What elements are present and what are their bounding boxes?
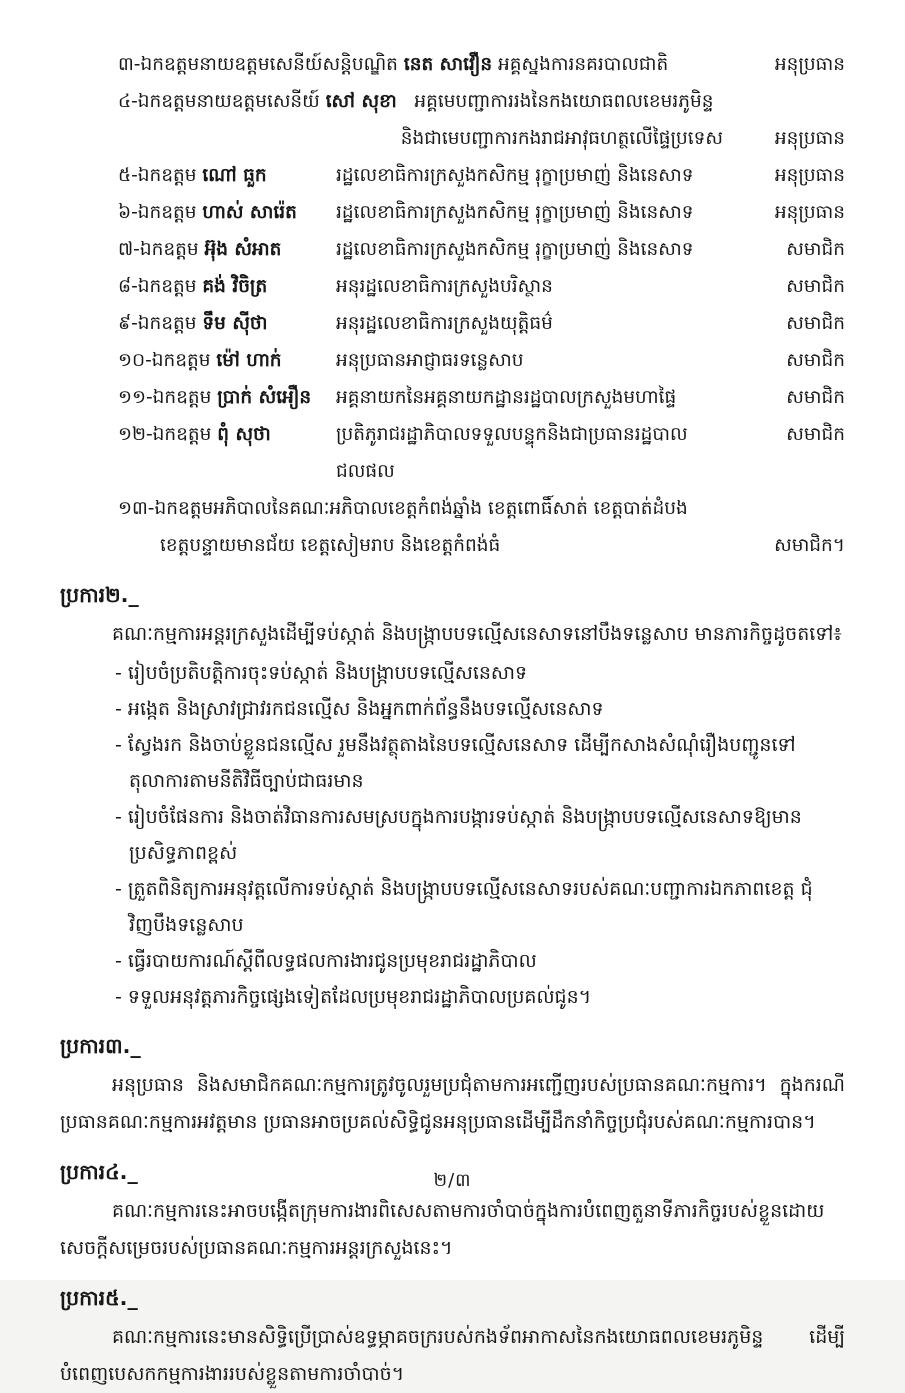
member-row-4 <box>118 83 845 157</box>
member-status: សមាជិក <box>786 350 845 371</box>
member-role: ប្រតិភូរាជរដ្ឋាភិបាលទទួលបន្ទុកនិងជាប្រធានរដ្ឋបាលជលផល <box>336 424 688 482</box>
member-row-11 <box>118 379 845 416</box>
member-name: ពុំ សុថា <box>217 424 271 445</box>
member-number-title: ១០-ឯកឧត្តម <box>118 350 211 371</box>
member-status: សមាជិក។ <box>774 535 845 556</box>
member-role: អនុរដ្ឋលេខាធិការក្រសួងបរិស្ថាន <box>336 276 553 297</box>
member-role: រដ្ឋលេខាធិការក្រសួងកសិកម្ម រុក្ខាប្រមាញ់ និងនេសាទ <box>336 239 694 260</box>
member-id <box>118 305 336 342</box>
member-row-6 <box>118 194 845 231</box>
bullet-item: - ត្រួតពិនិត្យការអនុវត្តលើការទប់ស្កាត់ និងបង្ក្រាបបទល្មើសនេសាទរបស់គណៈបញ្ជាការឯកភាពខេត្ត ជុំវិញបឹងទន្លេសាប <box>115 878 813 936</box>
article-5-heading: ប្រការ៥._ <box>60 1286 138 1310</box>
member-number-title: ៨-ឯកឧត្តម <box>118 276 197 297</box>
member-name: ទឹម ស៊ីថា <box>202 313 268 334</box>
member-status: សមាជិក <box>786 387 845 408</box>
member-name: គង់ វិចិត្រ <box>202 276 268 297</box>
member-id <box>118 342 336 379</box>
member-role: អគ្គនាយកនៃអគ្គនាយកដ្ឋានរដ្ឋបាលក្រសួងមហាផ្ទៃ <box>336 387 677 408</box>
member-number-title: ៥-ឯកឧត្តម <box>118 165 197 186</box>
member-status: អនុប្រធាន <box>774 165 845 186</box>
article-3-body: អនុប្រធាន និងសមាជិកគណៈកម្មការត្រូវចូលរួមប្រជុំតាមការអញ្ជើញរបស់ប្រធានគណៈកម្មការ។ ក្នុងករណីប្រធានគណៈកម្មការអវត្តមាន ប្រធានអាចប្រគល់សិទ្ធិជូនអនុប្រធានដើម្បីដឹកនាំកិច្ចប្រជុំរបស់គណៈកម្មការបាន។ <box>60 1074 845 1133</box>
member-name: ណៅ ធួក <box>202 165 267 186</box>
member-number-title: ៩-ឯកឧត្តម <box>118 313 197 334</box>
member-row-9 <box>118 305 845 342</box>
member-role: អគ្គស្នងការនគរបាលជាតិ <box>498 54 669 75</box>
member-id <box>118 416 336 453</box>
member-role-continuation <box>118 527 845 564</box>
member-role: អនុប្រធានអាជ្ញាធរទន្លេសាប <box>336 350 524 371</box>
article-3 <box>60 1025 845 1141</box>
bullet-item: - ធ្វើរបាយការណ៍ស្តីពីលទ្ធផលការងារជូនប្រមុខរាជរដ្ឋាភិបាល <box>115 950 537 972</box>
member-role-continuation <box>118 120 845 157</box>
member-number-title: ៧-ឯកឧត្តម <box>118 239 199 260</box>
member-name: ប្រាក់ សំអឿន <box>217 387 312 408</box>
member-status: សមាជិក <box>786 313 845 334</box>
member-entry <box>118 46 749 83</box>
member-row-10 <box>118 342 845 379</box>
article-2-intro: គណៈកម្មការអន្តរក្រសួងដើម្បីទប់ស្កាត់ និងបង្ក្រាបបទល្មើសនេសាទនៅបឹងទន្លេសាប មានភារកិច្ចដូចតទៅ៖ <box>112 623 842 645</box>
member-number-title: ៦-ឯកឧត្តម <box>118 202 197 223</box>
bullet-item: - ស្វែងរក និងចាប់ខ្លួនជនល្មើស រួមនឹងវត្ថុតាងនៃបទល្មើសនេសាទ ដើម្បីកសាងសំណុំរឿងបញ្ជូនទៅ តុលាការតាមនីតិវិធីច្បាប់ជាធរមាន <box>115 734 796 792</box>
member-status: អនុប្រធាន <box>774 128 845 149</box>
article-4-heading: ប្រការ៤._ <box>60 1160 138 1184</box>
member-number-title: ១១-ឯកឧត្តម <box>118 387 212 408</box>
article-3-heading: ប្រការ៣._ <box>60 1034 141 1058</box>
member-number-title: ៣-ឯកឧត្តមនាយឧត្តមសេនីយ៍សន្តិបណ្ឌិត <box>118 54 398 75</box>
article-2-heading: ប្រការ២._ <box>60 583 139 607</box>
member-entry <box>118 83 845 120</box>
member-role: អគ្គមេបញ្ជាការរងនៃកងយោធពលខេមរភូមិន្ទ <box>414 91 714 112</box>
member-name: នេត សាវឿន <box>403 54 493 75</box>
member-number-title: ៤-ឯកឧត្តមនាយឧត្តមសេនីយ៍ <box>118 91 320 112</box>
article-4-body: គណៈកម្មការនេះអាចបង្កើតក្រុមការងារពិសេសតាមការចាំបាច់ក្នុងការបំពេញតួនាទីភារកិច្ចរបស់ខ្លួនដោយសេចក្តីសម្រេចរបស់ប្រធានគណៈកម្មការអន្តរក្រសួងនេះ។ <box>60 1200 825 1259</box>
article-2-bullet-list <box>115 655 845 1015</box>
member-id <box>118 231 336 268</box>
member-role: អនុរដ្ឋលេខាធិការក្រសួងយុត្តិធម៌ <box>336 313 553 334</box>
member-name: អ៊ុង សំអាត <box>204 239 282 260</box>
member-status: អនុប្រធាន <box>774 54 845 75</box>
member-role: រដ្ឋលេខាធិការក្រសួងកសិកម្ម រុក្ខាប្រមាញ់ និងនេសាទ <box>336 202 694 223</box>
member-row-5 <box>118 157 845 194</box>
member-id <box>118 157 336 194</box>
member-id <box>118 268 336 305</box>
member-name: ហាស់ សារ៉េត <box>202 202 297 223</box>
member-status: សមាជិក <box>786 424 845 445</box>
member-status: សមាជិក <box>786 276 845 297</box>
member-name: ម៉ៅ ហាក់ <box>216 350 282 371</box>
member-id <box>118 194 336 231</box>
member-role: រដ្ឋលេខាធិការក្រសួងកសិកម្ម រុក្ខាប្រមាញ់ និងនេសាទ <box>336 165 694 186</box>
bullet-item: - រៀបចំប្រតិបត្តិការចុះទប់ស្កាត់ និងបង្ក្រាបបទល្មើសនេសាទ <box>115 662 528 684</box>
bullet-item: - អង្កេត និងស្រាវជ្រាវរកជនល្មើស និងអ្នកពាក់ព័ន្ធនឹងបទល្មើសនេសាទ <box>115 698 604 720</box>
bullet-item: - ទទួលអនុវត្តភារកិច្ចផ្សេងទៀតដែលប្រមុខរាជរដ្ឋាភិបាលប្រគល់ជូន។ <box>115 986 592 1008</box>
article-2 <box>60 574 845 1015</box>
member-status: អនុប្រធាន <box>774 202 845 223</box>
article-5 <box>60 1277 845 1393</box>
member-row-13 <box>118 490 845 564</box>
member-row-3 <box>118 46 845 83</box>
member-role-line2: ខេត្តបន្ទាយមានជ័យ ខេត្តសៀមរាប និងខេត្តកំពង់ធំ <box>160 535 501 556</box>
member-name: សៅ សុខា <box>325 91 397 112</box>
member-status: សមាជិក <box>786 239 845 260</box>
page-number: ២/៣ <box>433 1170 472 1191</box>
bullet-item: - រៀបចំផែនការ និងចាត់វិធានការសមស្របក្នុងការបង្ការទប់ស្កាត់ និងបង្ក្រាបបទល្មើសនេសាទឱ្យមាន ប្រសិទ្ធភាពខ្ពស់ <box>115 806 802 864</box>
member-row-12 <box>118 416 845 490</box>
member-number-title: ១២-ឯកឧត្តម <box>118 424 212 445</box>
member-number-title: ១៣-ឯកឧត្តមអភិបាលនៃគណៈអភិបាលខេត្តកំពង់ឆ្នាំង ខេត្តពោធិ៍សាត់ ខេត្តបាត់ដំបង <box>118 498 688 519</box>
member-row-8 <box>118 268 845 305</box>
member-row-7 <box>118 231 845 268</box>
member-id <box>118 379 336 416</box>
member-role-line2: និងជាមេបញ្ជាការកងរាជអាវុធហត្ថលើផ្ទៃប្រទេស <box>400 128 723 149</box>
committee-member-list <box>118 46 845 564</box>
article-5-body: គណៈកម្មការនេះមានសិទ្ធិប្រើប្រាស់ឧទ្ធម្ភាគចក្ររបស់កងទ័ពអាកាសនៃកងយោធពលខេមរភូមិន្ទ ដើម្បីបំពេញបេសកកម្មការងាររបស់ខ្លួនតាមការចាំបាច់។ <box>60 1326 845 1385</box>
